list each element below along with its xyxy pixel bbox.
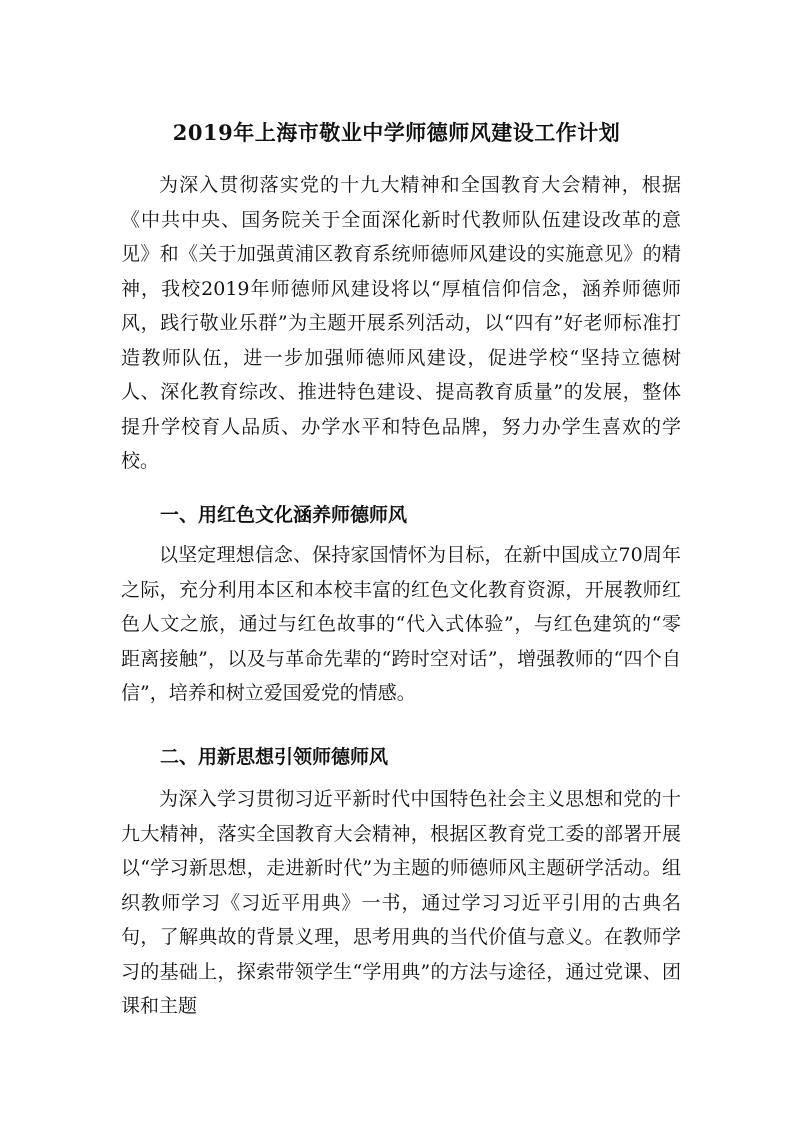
section-1-heading: 一、用红色文化涵养师德师风 <box>160 504 408 526</box>
section-1-paragraph: 以坚定理想信念、保持家国情怀为目标，在新中国成立70周年之际，充分利用本区和本校丰富的红色文化教育资源，开展教师红色人文之旅，通过与红色故事的“代入式体验”，与红色建筑的“零距离接触”，以及与革命先辈的“跨时空对话”，增强教师的“四个自信”，培养和树立爱国爱党的情感。 <box>121 544 681 704</box>
section-2-paragraph: 为深入学习贯彻习近平新时代中国特色社会主义思想和党的十九大精神，落实全国教育大会精神，根据区教育党工委的部署开展以“学习新思想，走进新时代”为主题的师德师风主题研学活动。组织教师学习《习近平用典》一书，通过学习习近平引用的古典名句，了解典故的背景义理，思考用典的当代价值与意义。在教师学习的基础上，探索带领学生“学用典”的方法与途径，通过党课、团课和主题 <box>121 788 681 1017</box>
section-2-heading: 二、用新思想引领师德师风 <box>160 746 389 768</box>
intro-paragraph: 为深入贯彻落实党的十九大精神和全国教育大会精神，根据《中共中央、国务院关于全面深化新时代教师队伍建设改革的意见》和《关于加强黄浦区教育系统师德师风建设的实施意见》的精神，我校2019年师德师风建设将以“厚植信仰信念，涵养师德师风，践行敬业乐群”为主题开展系列活动，以“四有”好老师标准打造教师队伍，进一步加强师德师风建设，促进学校“坚持立德树人、深化教育综改、推进特色建设、提高教育质量”的发展，整体提升学校育人品质、办学水平和特色品牌，努力办学生喜欢的学校。 <box>121 174 681 472</box>
document-title: 2019年上海市敬业中学师德师风建设工作计划 <box>172 120 621 146</box>
